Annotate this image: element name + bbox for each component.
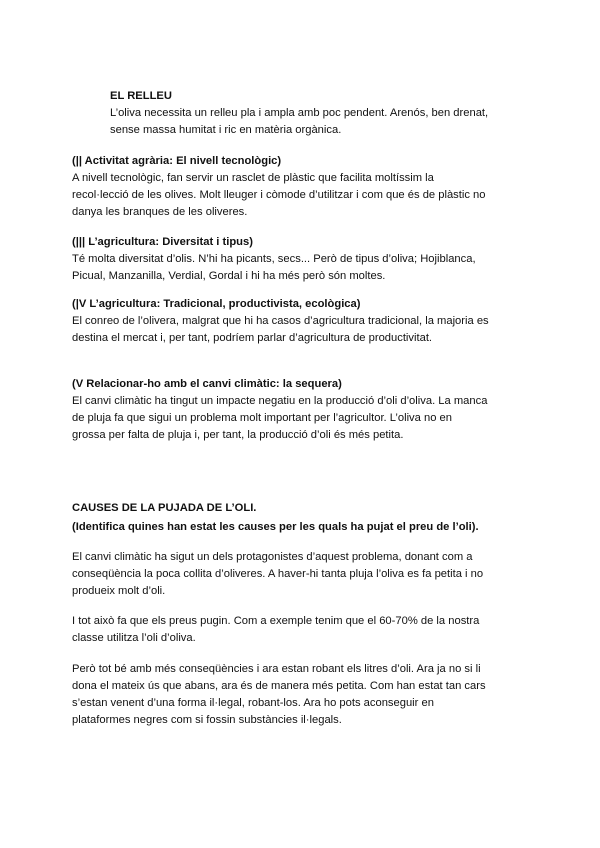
text-line: I tot això fa que els preus pugin. Com a exemple tenim que el 60-70% de la nostra [72,615,480,627]
text-line: destina el mercat i, per tant, podríem parlar d’agricultura de productivitat. [72,332,433,344]
text-line: El conreo de l’olivera, malgrat que hi ha casos d’agricultura tradicional, la majoria es [72,315,489,327]
text-line: Picual, Manzanilla, Verdial, Gordal i hi ha més però són moltes. [72,270,386,282]
causes-paragraph-2 [72,613,532,647]
causes-paragraph-1 [72,549,532,600]
causes-title: CAUSES DE LA PUJADA DE L’OLI. [72,502,257,514]
text-line: Té molta diversitat d’olis. N’hi ha picants, secs... Però de tipus d’oliva; Hojiblanca, [72,253,476,265]
text-line: sense massa humitat i ric en matèria orgànica. [110,124,342,136]
text-line: de pluja fa que sigui un problema molt important per l’agricultor. L’oliva no en [72,412,452,424]
text-line: L’oliva necessita un relleu pla i ampla amb poc pendent. Arenós, ben drenat, [110,107,489,119]
text-line: conseqüència la poca collita d’oliveres. A haver-hi tanta pluja l’oliva es fa petita i no [72,568,484,580]
causes-subheading [72,519,532,536]
text-line: produeix molt d’oli. [72,585,166,597]
section-title-tradicional: (|V L’agricultura: Tradicional, productivista, ecològica) [72,298,361,310]
section-tecnologic [72,153,532,221]
text-line: s’estan venent d’una forma il·legal, robant-los. Ara ho pots aconseguir en [72,697,434,709]
text-line: recol·lecció de les olives. Molt lleuger i còmode d’utilitzar i com que és de plàstic no [72,189,486,201]
text-line: plataformes negres com si fossin substàncies il·legals. [72,714,342,726]
text-line: dona el mateix ús que abans, ara és de manera més petita. Com han estat tan cars [72,680,486,692]
causes-heading [72,500,532,517]
section-title-relleu: EL RELLEU [110,90,172,102]
section-clima [72,376,532,444]
text-line: grossa per falta de pluja i, per tant, la producció d’oli és més petita. [72,429,404,441]
text-line: El canvi climàtic ha tingut un impacte negatiu en la producció d’oli d’oliva. La manca [72,395,488,407]
text-line: danya les branques de les oliveres. [72,206,248,218]
text-line: Però tot bé amb més conseqüències i ara estan robant els litres d’oli. Ara ja no si li [72,663,481,675]
section-relleu [110,88,530,139]
section-title-tecnologic: (|| Activitat agrària: El nivell tecnològic) [72,155,282,167]
section-diversitat [72,234,532,285]
causes-paragraph-3 [72,661,532,729]
section-title-diversitat: (||| L’agricultura: Diversitat i tipus) [72,236,253,248]
text-line: El canvi climàtic ha sigut un dels protagonistes d’aquest problema, donant com a [72,551,473,563]
text-line: A nivell tecnològic, fan servir un rasclet de plàstic que facilita moltíssim la [72,172,434,184]
causes-subtitle: (Identifica quines han estat les causes per les quals ha pujat el preu de l’oli). [72,521,479,533]
section-tradicional [72,296,532,347]
section-title-clima: (V Relacionar-ho amb el canvi climàtic: la sequera) [72,378,342,390]
text-line: classe utilitza l’oli d’oliva. [72,632,196,644]
